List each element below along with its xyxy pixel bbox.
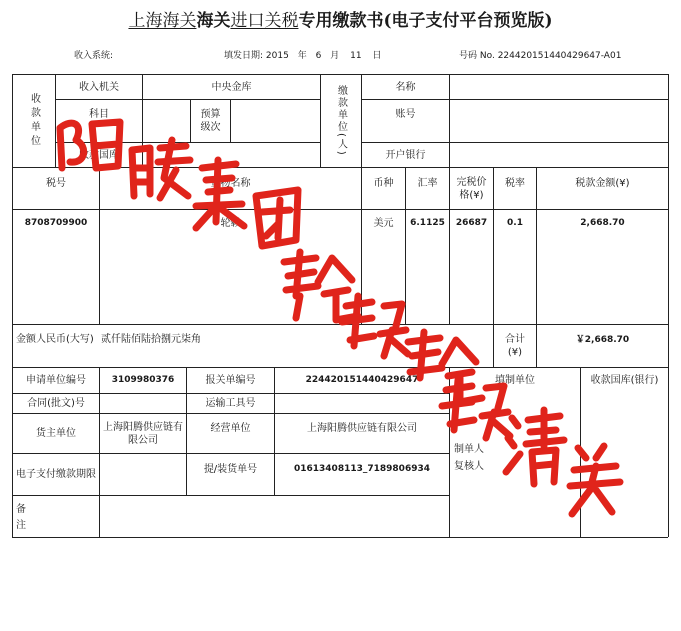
- operator-unit-value: 上海阳腾供应链有限公司: [307, 422, 417, 434]
- grid-line: [449, 74, 450, 167]
- header-tax-amount: 税款金额(¥): [575, 177, 630, 189]
- declaration-no-label: 报关单编号: [205, 375, 256, 386]
- title-tax-type: 进口关税: [230, 11, 299, 31]
- title-form-name: 专用缴款书(电子支付平台预览版): [298, 11, 553, 31]
- fill-date-label: 填发日期:: [224, 51, 264, 61]
- row-exchange-rate: 6.1125: [410, 217, 445, 228]
- header-tax-rate: 税率: [505, 177, 525, 189]
- amount-in-words-value: 贰仟陆佰陆拾捌元柒角: [101, 334, 201, 345]
- row-goods-name: 轮毂: [220, 217, 241, 229]
- subject-label: 科目: [89, 108, 109, 120]
- fill-date-day: 11: [350, 51, 362, 61]
- treasury-label: 收款国库: [79, 149, 119, 161]
- header-dutiable-price: 完税价格(¥): [456, 176, 487, 201]
- row-tax-no: 8708709900: [24, 217, 88, 228]
- revenue-authority-label: 收入机关: [79, 81, 119, 93]
- header-currency: 币种: [373, 177, 394, 189]
- operator-unit-label: 经营单位: [210, 422, 251, 434]
- fill-date-year: 2015: [265, 51, 289, 61]
- bill-no-value: 01613408113_7189806934: [293, 463, 430, 474]
- title-customs: 海关: [196, 11, 231, 31]
- row-dutiable-price: 26687: [455, 217, 488, 228]
- payer-section-label: 缴款单位(人): [335, 85, 347, 157]
- fill-date-month-unit: 月: [330, 51, 340, 61]
- row-tax-amount: 2,668.70: [580, 217, 625, 228]
- grid-line: [493, 324, 494, 367]
- header-tax-no: 税号: [46, 177, 66, 189]
- budget-level-label: 预算级次: [200, 109, 221, 133]
- fill-date-year-unit: 年: [297, 51, 307, 61]
- preparer-label: 制单人: [454, 444, 484, 455]
- fill-date-day-unit: 日: [372, 51, 382, 61]
- table-border-right: [668, 74, 669, 537]
- amount-in-words-label: 金额人民币(大写): [16, 334, 94, 345]
- epay-deadline-label: 电子支付缴款期限: [16, 469, 96, 480]
- contract-no-label: 合同(批文)号: [27, 398, 85, 409]
- grid-line: [12, 495, 449, 496]
- revenue-authority-value: 中央金库: [211, 81, 252, 93]
- amount-in-words: [16, 333, 201, 346]
- bill-no-label: 提/装货单号: [203, 463, 258, 475]
- owner-unit-value: 上海阳腾供应链有限公司: [103, 421, 183, 446]
- treasury-bank-label: 收款国库(银行): [590, 375, 659, 386]
- reviewer-label: 复核人: [454, 461, 484, 472]
- total-value: ￥2,668.70: [575, 334, 630, 345]
- applicant-no-label: 申请单位编号: [26, 375, 86, 386]
- revenue-system-label: 收入系统:: [74, 51, 114, 61]
- declaration-no-value: 224420151440429647: [305, 375, 419, 385]
- row-currency: 美元: [373, 217, 394, 229]
- payee-section-label: 收款单位: [28, 93, 40, 149]
- table-border-bottom: [12, 537, 668, 538]
- owner-unit-label: 货主单位: [36, 428, 76, 439]
- payer-bank-label: 开户银行: [385, 149, 426, 161]
- fill-date-month: 6: [315, 51, 322, 61]
- transport-no-label: 运输工具号: [205, 398, 256, 409]
- row-tax-rate: 0.1: [507, 217, 523, 228]
- payer-account-label: 账号: [395, 108, 416, 120]
- header-exchange-rate: 汇率: [417, 177, 438, 189]
- grid-line: [230, 99, 231, 142]
- form-number-label: 号码 No.: [459, 51, 495, 61]
- applicant-no-value: 3109980376: [111, 375, 175, 385]
- header-goods-name: 货物名称: [210, 177, 251, 189]
- remarks-label: 备注: [16, 504, 26, 531]
- filler-unit-label: 填制单位: [495, 375, 535, 386]
- title-customs-name: 上海海关: [128, 11, 197, 31]
- total-label: 合计(¥): [505, 334, 525, 358]
- form-number-value: 224420151440429647-A01: [497, 51, 622, 61]
- payer-name-label: 名称: [395, 81, 416, 93]
- grid-line: [12, 209, 668, 210]
